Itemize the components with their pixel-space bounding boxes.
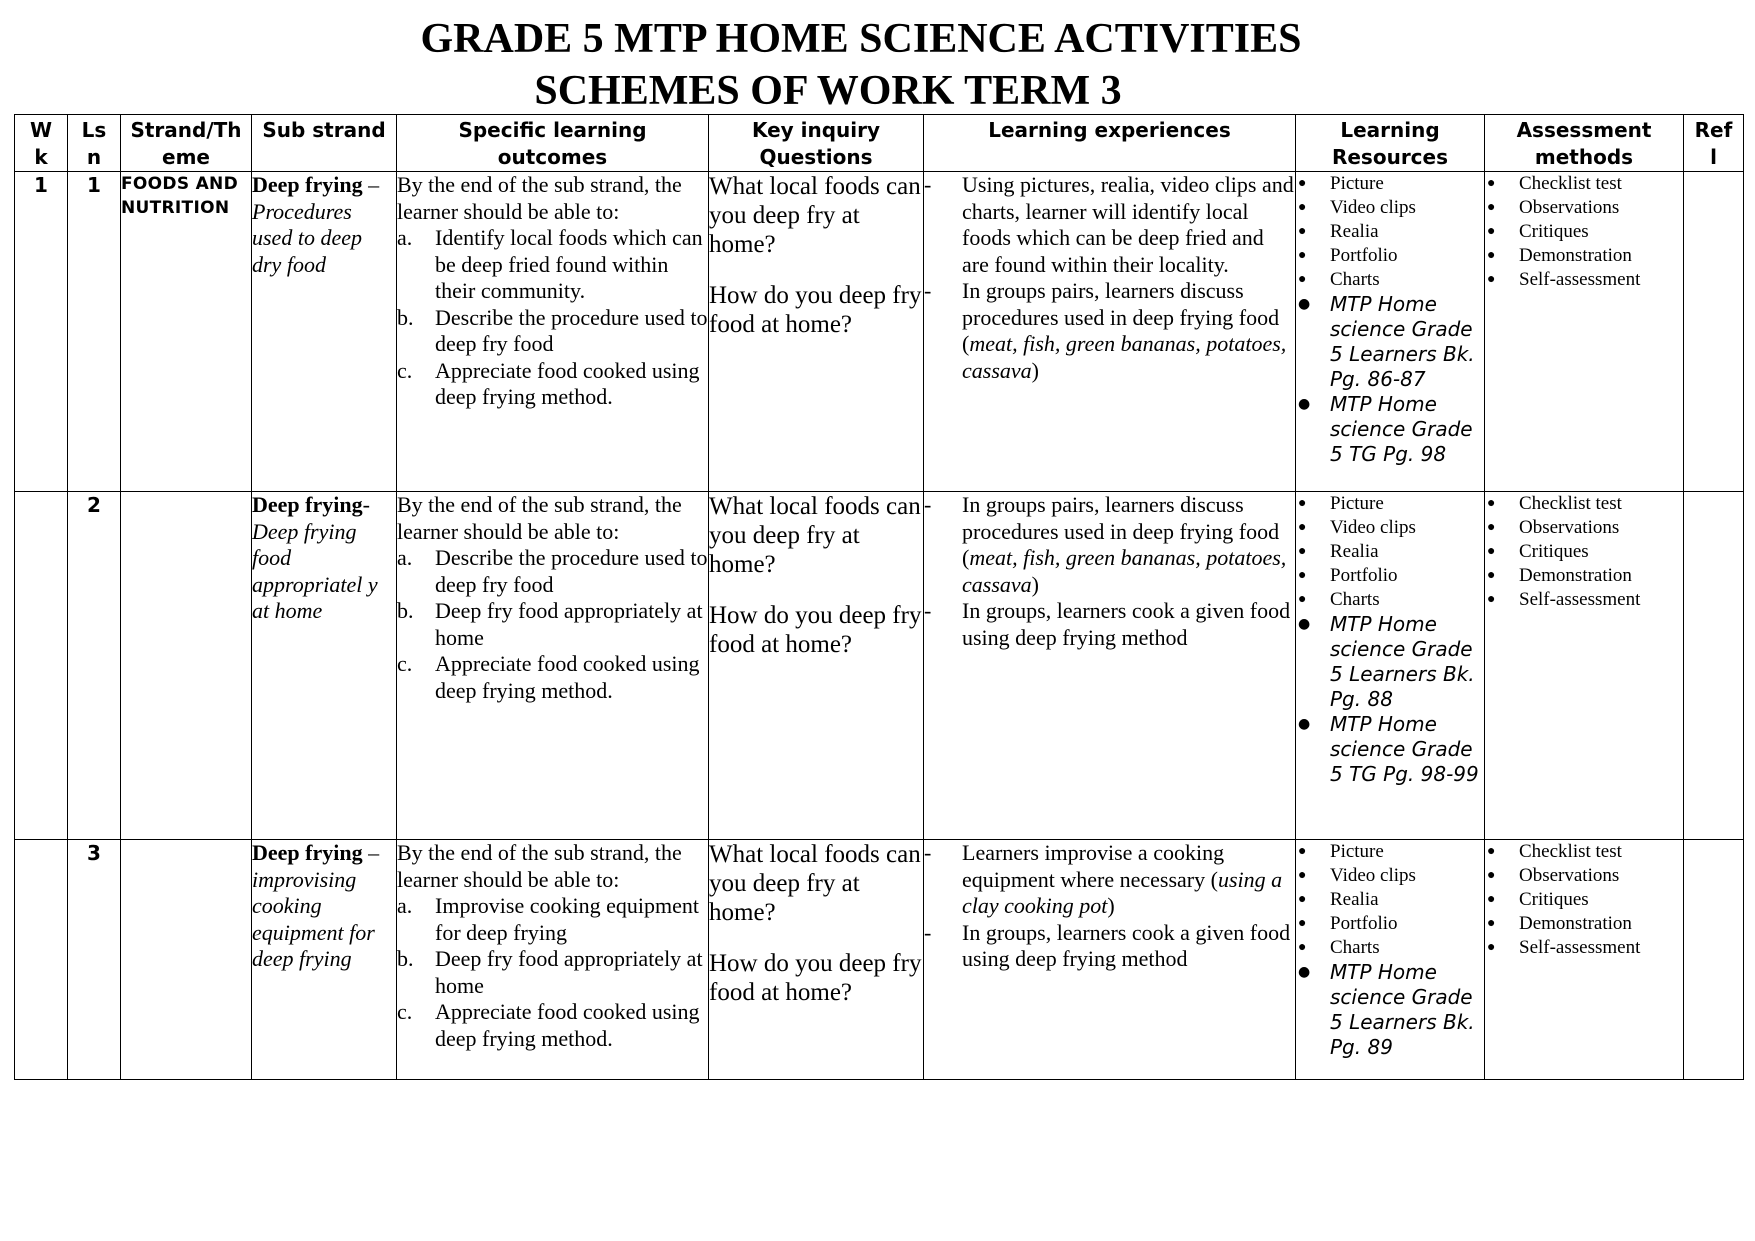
dash-marker: - (924, 840, 932, 865)
list-item (1296, 268, 1484, 292)
assessment-text: Critiques (1519, 221, 1589, 242)
list-item (1296, 392, 1484, 467)
list-item (1296, 292, 1484, 392)
sub-strand-description: Procedures used to deep dry food (252, 198, 362, 277)
list-item (1296, 840, 1484, 864)
bullet-icon: ● (1487, 844, 1496, 859)
outcome-text: Appreciate food cooked using deep frying method. (435, 999, 700, 1051)
bullet-icon: ● (1298, 248, 1307, 263)
header-assessment: Assessment methods (1485, 115, 1684, 172)
assessment-text: Critiques (1519, 889, 1589, 910)
dash-marker: - (924, 598, 932, 623)
resource-text: Portfolio (1330, 913, 1398, 934)
assessment-cell (1485, 172, 1684, 492)
inquiry-question: What local foods can you deep fry at home? (709, 493, 921, 578)
list-item (1485, 196, 1683, 220)
bullet-icon: ● (1487, 592, 1496, 607)
outcome-text: Deep fry food appropriately at home (435, 598, 703, 650)
bullet-icon: ● (1298, 496, 1307, 511)
resource-text: Picture (1330, 493, 1384, 514)
sub-strand-description: improvising cooking equipment for deep frying (252, 866, 375, 971)
strand-cell (121, 492, 252, 840)
outcome-marker: c. (397, 999, 413, 1024)
bullet-icon: ● (1298, 844, 1307, 859)
outcomes-intro: By the end of the sub strand, the learner should be able to: (397, 172, 682, 224)
outcome-text: Deep fry food appropriately at home (435, 946, 703, 998)
list-item (397, 225, 708, 305)
reflection-cell (1684, 840, 1744, 1080)
list-item (1485, 244, 1683, 268)
inquiry-cell (709, 492, 924, 840)
list-item (1485, 172, 1683, 196)
resource-text: Video clips (1330, 197, 1416, 218)
outcome-marker: b. (397, 598, 414, 623)
book-reference: MTP Home science Grade 5 TG Pg. 98 (1330, 392, 1473, 466)
list-item (397, 999, 708, 1052)
resources-cell (1296, 172, 1485, 492)
list-item (1485, 516, 1683, 540)
assessment-text: Demonstration (1519, 245, 1632, 266)
list-item (1485, 864, 1683, 888)
bullet-icon: ● (1487, 568, 1496, 583)
outcome-marker: a. (397, 225, 413, 250)
list-item (1296, 936, 1484, 960)
inquiry-question: What local foods can you deep fry at home? (709, 173, 921, 258)
list-item (1485, 268, 1683, 292)
table-row (15, 172, 1744, 492)
header-week: W k (15, 115, 68, 172)
assessment-text: Demonstration (1519, 913, 1632, 934)
list-item (1296, 172, 1484, 196)
bullet-icon: ● (1298, 396, 1311, 412)
assessment-text: Self-assessment (1519, 589, 1641, 610)
list-item (1296, 960, 1484, 1060)
resource-text: Charts (1330, 269, 1380, 290)
outcome-text: Appreciate food cooked using deep frying method. (435, 357, 700, 409)
resource-text: Picture (1330, 841, 1384, 862)
header-sub-strand: Sub strand (252, 115, 397, 172)
list-item (924, 920, 1295, 973)
sub-strand-separator: - (362, 492, 370, 517)
list-item (924, 172, 1295, 278)
resource-text: Charts (1330, 589, 1380, 610)
list-item (1485, 888, 1683, 912)
assessment-text: Critiques (1519, 541, 1589, 562)
list-item (1485, 492, 1683, 516)
sub-strand-description: Deep frying food appropriatel y at home (252, 518, 378, 623)
resources-cell (1296, 492, 1485, 840)
bullet-icon: ● (1298, 200, 1307, 215)
experience-tail: ) (1107, 893, 1115, 918)
document-title: GRADE 5 MTP HOME SCIENCE ACTIVITIES (420, 16, 1302, 62)
bullet-icon: ● (1487, 496, 1496, 511)
list-item (1296, 540, 1484, 564)
inquiry-question: What local foods can you deep fry at home? (709, 841, 921, 926)
outcome-text: Improvise cooking equipment for deep frying (435, 893, 699, 945)
assessment-text: Observations (1519, 865, 1620, 886)
assessment-text: Observations (1519, 197, 1620, 218)
resource-text: Realia (1330, 221, 1379, 242)
resources-cell (1296, 840, 1485, 1080)
resource-text: Portfolio (1330, 245, 1398, 266)
bullet-icon: ● (1298, 616, 1311, 632)
experience-text: In groups pairs, learners discuss procedures used in deep frying food ( (962, 492, 1280, 570)
bullet-icon: ● (1487, 176, 1496, 191)
experience-text: Learners improvise a cooking equipment where necessary ( (962, 840, 1225, 892)
bullet-icon: ● (1298, 892, 1307, 907)
list-item (397, 545, 708, 598)
header-lesson: Ls n (68, 115, 121, 172)
book-reference: MTP Home science Grade 5 Learners Bk. Pg. 86-87 (1330, 292, 1475, 391)
inquiry-cell (709, 840, 924, 1080)
list-item (1296, 912, 1484, 936)
experiences-cell (924, 840, 1296, 1080)
header-experiences: Learning experiences (924, 115, 1296, 172)
experience-italic: meat, fish, green bananas, potatoes, cassava (962, 331, 1287, 383)
list-item (1485, 588, 1683, 612)
sub-strand-cell (252, 840, 397, 1080)
outcome-marker: b. (397, 946, 414, 971)
assessment-cell (1485, 840, 1684, 1080)
bullet-icon: ● (1487, 892, 1496, 907)
sub-strand-title: Deep frying (252, 840, 363, 865)
bullet-icon: ● (1298, 520, 1307, 535)
list-item (1296, 864, 1484, 888)
list-item (397, 946, 708, 999)
bullet-icon: ● (1487, 544, 1496, 559)
experience-text: In groups, learners cook a given food using deep frying method (962, 919, 1291, 971)
list-item (924, 492, 1295, 598)
list-item (924, 598, 1295, 651)
bullet-icon: ● (1298, 296, 1311, 312)
week-cell: 1 (15, 172, 68, 492)
outcome-marker: a. (397, 545, 413, 570)
experience-text: In groups pairs, learners discuss procedures used in deep frying food ( (962, 278, 1280, 356)
assessment-text: Checklist test (1519, 841, 1622, 862)
lesson-cell: 2 (68, 492, 121, 840)
experience-tail: ) (1031, 571, 1039, 597)
bullet-icon: ● (1298, 916, 1307, 931)
inquiry-question: How do you deep fry food at home? (709, 602, 922, 658)
list-item (924, 278, 1295, 384)
experience-text: In groups, learners cook a given food using deep frying method (962, 598, 1291, 650)
resource-text: Realia (1330, 541, 1379, 562)
outcome-text: Appreciate food cooked using deep frying method. (435, 651, 700, 703)
week-cell (15, 840, 68, 1080)
list-item (1296, 564, 1484, 588)
assessment-text: Observations (1519, 517, 1620, 538)
header-resources: Learning Resources (1296, 115, 1485, 172)
assessment-text: Demonstration (1519, 565, 1632, 586)
book-reference: MTP Home science Grade 5 Learners Bk. Pg. 89 (1330, 960, 1475, 1059)
bullet-icon: ● (1298, 224, 1307, 239)
list-item (1296, 244, 1484, 268)
bullet-icon: ● (1298, 568, 1307, 583)
outcomes-intro: By the end of the sub strand, the learner should be able to: (397, 492, 682, 544)
outcomes-cell (397, 172, 709, 492)
list-item (1485, 912, 1683, 936)
outcomes-cell (397, 840, 709, 1080)
sub-strand-cell (252, 172, 397, 492)
bullet-icon: ● (1298, 592, 1307, 607)
resource-text: Picture (1330, 173, 1384, 194)
bullet-icon: ● (1298, 544, 1307, 559)
inquiry-question: How do you deep fry food at home? (709, 950, 922, 1006)
dash-marker: - (924, 492, 932, 517)
header-inquiry: Key inquiry Questions (709, 115, 924, 172)
table-row (15, 492, 1744, 840)
bullet-icon: ● (1298, 964, 1311, 980)
list-item (1485, 840, 1683, 864)
list-item (397, 358, 708, 411)
sub-strand-title: Deep frying (252, 172, 363, 197)
sub-strand-separator: – (362, 172, 380, 197)
book-reference: MTP Home science Grade 5 Learners Bk. Pg. 88 (1330, 612, 1475, 711)
experience-tail: ) (1031, 357, 1039, 383)
list-item (397, 305, 708, 358)
list-item (1296, 588, 1484, 612)
bullet-icon: ● (1487, 916, 1496, 931)
list-item (397, 598, 708, 651)
inquiry-question: How do you deep fry food at home? (709, 282, 922, 338)
experience-italic: meat, fish, green bananas, potatoes, cassava (962, 545, 1287, 597)
outcome-text: Describe the procedure used to deep fry food (435, 545, 708, 597)
list-item (1296, 888, 1484, 912)
sub-strand-cell (252, 492, 397, 840)
outcome-marker: b. (397, 304, 414, 330)
header-reflection: Ref l (1684, 115, 1744, 172)
resource-text: Charts (1330, 937, 1380, 958)
header-outcomes: Specific learning outcomes (397, 115, 709, 172)
assessment-text: Checklist test (1519, 173, 1622, 194)
lesson-cell: 3 (68, 840, 121, 1080)
bullet-icon: ● (1298, 716, 1311, 732)
sub-strand-title: Deep frying (252, 492, 363, 517)
bullet-icon: ● (1298, 272, 1307, 287)
scheme-of-work-table (14, 114, 1744, 1080)
experience-italic: using a clay cooking pot (962, 866, 1283, 918)
list-item (1485, 220, 1683, 244)
outcome-marker: a. (397, 893, 413, 918)
outcome-marker: c. (397, 357, 413, 383)
experiences-cell (924, 492, 1296, 840)
list-item (1296, 516, 1484, 540)
strand-cell: FOODS AND NUTRITION (121, 172, 252, 492)
outcome-text: Describe the procedure used to deep fry food (435, 304, 708, 356)
experiences-cell (924, 172, 1296, 492)
book-reference: MTP Home science Grade 5 TG Pg. 98-99 (1330, 712, 1479, 786)
list-item (924, 840, 1295, 920)
strand-cell (121, 840, 252, 1080)
resource-text: Video clips (1330, 865, 1416, 886)
list-item (1296, 196, 1484, 220)
list-item (1485, 540, 1683, 564)
dash-marker: - (924, 278, 932, 303)
assessment-cell (1485, 492, 1684, 840)
list-item (1296, 712, 1484, 787)
week-cell (15, 492, 68, 840)
document-subtitle: SCHEMES OF WORK TERM 3 (534, 68, 1122, 114)
bullet-icon: ● (1298, 868, 1307, 883)
bullet-icon: ● (1487, 520, 1496, 535)
experience-text: Using pictures, realia, video clips and charts, learner will identify local foods which can be deep fried and are found within their locality. (962, 172, 1294, 277)
lesson-cell: 1 (68, 172, 121, 492)
outcomes-cell (397, 492, 709, 840)
outcome-text: Identify local foods which can be deep fried found within their community. (435, 225, 703, 303)
outcome-marker: c. (397, 651, 413, 676)
inquiry-cell (709, 172, 924, 492)
assessment-text: Self-assessment (1519, 937, 1641, 958)
reflection-cell (1684, 172, 1744, 492)
header-strand: Strand/Th eme (121, 115, 252, 172)
bullet-icon: ● (1298, 176, 1307, 191)
resource-text: Video clips (1330, 517, 1416, 538)
list-item (1485, 936, 1683, 960)
list-item (1296, 492, 1484, 516)
sub-strand-separator: – (362, 840, 380, 865)
assessment-text: Self-assessment (1519, 269, 1641, 290)
resource-text: Realia (1330, 889, 1379, 910)
resource-text: Portfolio (1330, 565, 1398, 586)
list-item (1296, 220, 1484, 244)
table-row (15, 840, 1744, 1080)
bullet-icon: ● (1487, 224, 1496, 239)
bullet-icon: ● (1487, 200, 1496, 215)
dash-marker: - (924, 919, 932, 945)
list-item (1485, 564, 1683, 588)
list-item (397, 893, 708, 946)
dash-marker: - (924, 172, 932, 197)
reflection-cell (1684, 492, 1744, 840)
outcomes-intro: By the end of the sub strand, the learner should be able to: (397, 840, 682, 892)
bullet-icon: ● (1487, 272, 1496, 287)
bullet-icon: ● (1487, 868, 1496, 883)
assessment-text: Checklist test (1519, 493, 1622, 514)
bullet-icon: ● (1487, 248, 1496, 263)
list-item (1296, 612, 1484, 712)
bullet-icon: ● (1487, 940, 1496, 955)
bullet-icon: ● (1298, 940, 1307, 955)
list-item (397, 651, 708, 704)
table-header-row (15, 115, 1744, 172)
